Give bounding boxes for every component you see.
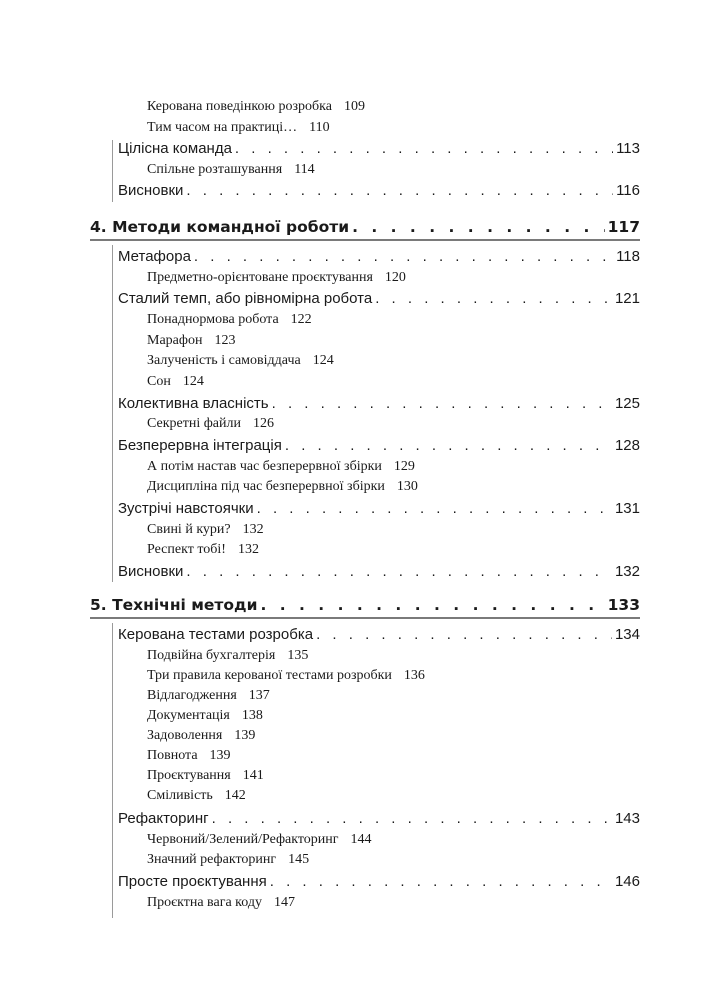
toc-subsection [147, 668, 425, 684]
entry-title: Висновки [118, 182, 184, 199]
dot-leader [352, 218, 605, 236]
entry-title: Подвійна бухгалтерія [147, 648, 276, 663]
dot-leader [375, 290, 612, 307]
entry-title: Респект тобі! [147, 542, 226, 557]
entry-page: 120 [384, 270, 406, 285]
entry-page: 129 [393, 459, 415, 474]
entry-title: Спільне розташування [147, 162, 283, 177]
entry-page: 131 [614, 500, 640, 517]
entry-title: Повнота [147, 748, 198, 763]
toc-subsection [147, 416, 274, 432]
entry-page: 114 [294, 162, 315, 177]
entry-page: 139 [234, 728, 256, 743]
entry-page: 113 [616, 140, 640, 157]
entry-title: Колективна власність [118, 395, 269, 412]
dot-leader [186, 182, 613, 199]
toc-chapter [90, 596, 640, 614]
entry-page: 142 [224, 788, 246, 803]
entry-page: 139 [209, 748, 231, 763]
chapter-page: 133 [607, 596, 640, 614]
entry-page: 121 [614, 290, 640, 307]
entry-title: Сталий темп, або рівномірна робота [118, 290, 373, 307]
toc-section [118, 437, 640, 454]
entry-title: Секретні файли [147, 416, 241, 431]
toc-section [118, 563, 640, 580]
entry-title: Документація [147, 708, 230, 723]
entry-title: Залученість і самовіддача [147, 353, 301, 368]
toc-subsection [147, 728, 255, 744]
toc-subsection [147, 99, 365, 115]
toc-section [118, 500, 640, 517]
entry-title: Рефакторинг [118, 810, 209, 827]
entry-title: Задоволення [147, 728, 223, 743]
entry-page: 110 [309, 120, 330, 135]
toc-subsection [147, 895, 295, 911]
toc-subsection [147, 852, 309, 868]
entry-page: 132 [237, 542, 259, 557]
entry-page: 116 [616, 182, 640, 199]
toc-subsection [147, 748, 231, 764]
toc-section [118, 248, 640, 265]
entry-title: Керована тестами розробка [118, 626, 314, 643]
dot-leader [186, 563, 612, 580]
toc-chapter [90, 218, 640, 236]
toc-subsection [147, 353, 334, 369]
toc-subsection [147, 768, 264, 784]
entry-title: Цілісна команда [118, 140, 232, 157]
entry-title: Метафора [118, 248, 191, 265]
entry-page: 145 [288, 852, 310, 867]
toc-section [118, 290, 640, 307]
entry-page: 132 [242, 522, 264, 537]
entry-page: 143 [614, 810, 640, 827]
toc-subsection [147, 374, 204, 390]
entry-page: 122 [290, 312, 312, 327]
toc-section [118, 810, 640, 827]
chapter-title: 5. Технічні методи [90, 596, 258, 614]
entry-page: 109 [343, 99, 365, 114]
entry-title: Просте проєктування [118, 873, 267, 890]
dot-leader [316, 626, 612, 643]
toc-section [118, 140, 640, 157]
toc-subsection [147, 162, 315, 178]
dot-leader [270, 873, 612, 890]
entry-page: 138 [241, 708, 263, 723]
entry-page: 134 [614, 626, 640, 643]
entry-title: Значний рефакторинг [147, 852, 277, 867]
entry-title: А потім настав час безперервної збірки [147, 459, 382, 474]
entry-page: 136 [403, 668, 425, 683]
entry-page: 124 [312, 353, 334, 368]
toc-subsection [147, 459, 415, 475]
dot-leader [212, 810, 612, 827]
toc-subsection [147, 312, 312, 328]
entry-page: 130 [396, 479, 418, 494]
entry-title: Проєктування [147, 768, 231, 783]
entry-page: 137 [248, 688, 270, 703]
toc-subsection [147, 479, 418, 495]
toc-subsection [147, 708, 263, 724]
entry-page: 144 [350, 832, 372, 847]
entry-page: 125 [614, 395, 640, 412]
entry-title: Сон [147, 374, 171, 389]
entry-title: Зустрічі навстоячки [118, 500, 254, 517]
toc-subsection [147, 333, 235, 349]
entry-title: Понаднормова робота [147, 312, 279, 327]
entry-title: Висновки [118, 563, 184, 580]
dot-leader [260, 596, 604, 614]
toc-subsection [147, 832, 372, 848]
toc-subsection [147, 542, 259, 558]
entry-title: Відлагодження [147, 688, 237, 703]
entry-title: Безперервна інтеграція [118, 437, 282, 454]
entry-page: 124 [182, 374, 204, 389]
entry-title: Керована поведінкою розробка [147, 99, 332, 114]
dot-leader [257, 500, 612, 517]
entry-page: 141 [242, 768, 264, 783]
toc-subsection [147, 648, 308, 664]
toc-subsection [147, 270, 406, 286]
toc-subsection [147, 120, 330, 136]
entry-page: 132 [614, 563, 640, 580]
entry-title: Проєктна вага коду [147, 895, 262, 910]
toc-section [118, 395, 640, 412]
entry-title: Три правила керованої тестами розробки [147, 668, 392, 683]
entry-page: 126 [253, 416, 274, 431]
chapter-rule [90, 617, 640, 619]
section-guide-line [112, 140, 113, 202]
entry-title: Червоний/Зелений/Рефакторинг [147, 832, 339, 847]
dot-leader [194, 248, 613, 265]
chapter-page: 117 [607, 218, 640, 236]
entry-title: Дисципліна під час безперервної збірки [147, 479, 385, 494]
chapter-title: 4. Методи командної роботи [90, 218, 350, 236]
chapter-rule [90, 239, 640, 241]
dot-leader [235, 140, 613, 157]
entry-title: Сміливість [147, 788, 213, 803]
entry-page: 128 [614, 437, 640, 454]
toc-section [118, 873, 640, 890]
dot-leader [272, 395, 612, 412]
section-guide-line [112, 245, 113, 582]
dot-leader [285, 437, 612, 454]
toc-section [118, 626, 640, 643]
toc-subsection [147, 688, 270, 704]
entry-page: 146 [614, 873, 640, 890]
toc-section [118, 182, 640, 199]
entry-title: Предметно-орієнтоване проєктування [147, 270, 373, 285]
entry-title: Тим часом на практиці… [147, 120, 298, 135]
entry-page: 147 [273, 895, 295, 910]
entry-title: Марафон [147, 333, 203, 348]
entry-page: 123 [214, 333, 236, 348]
entry-page: 135 [287, 648, 309, 663]
toc-subsection [147, 522, 264, 538]
entry-title: Свині й кури? [147, 522, 231, 537]
section-guide-line [112, 623, 113, 918]
entry-page: 118 [616, 248, 640, 265]
toc-subsection [147, 788, 246, 804]
